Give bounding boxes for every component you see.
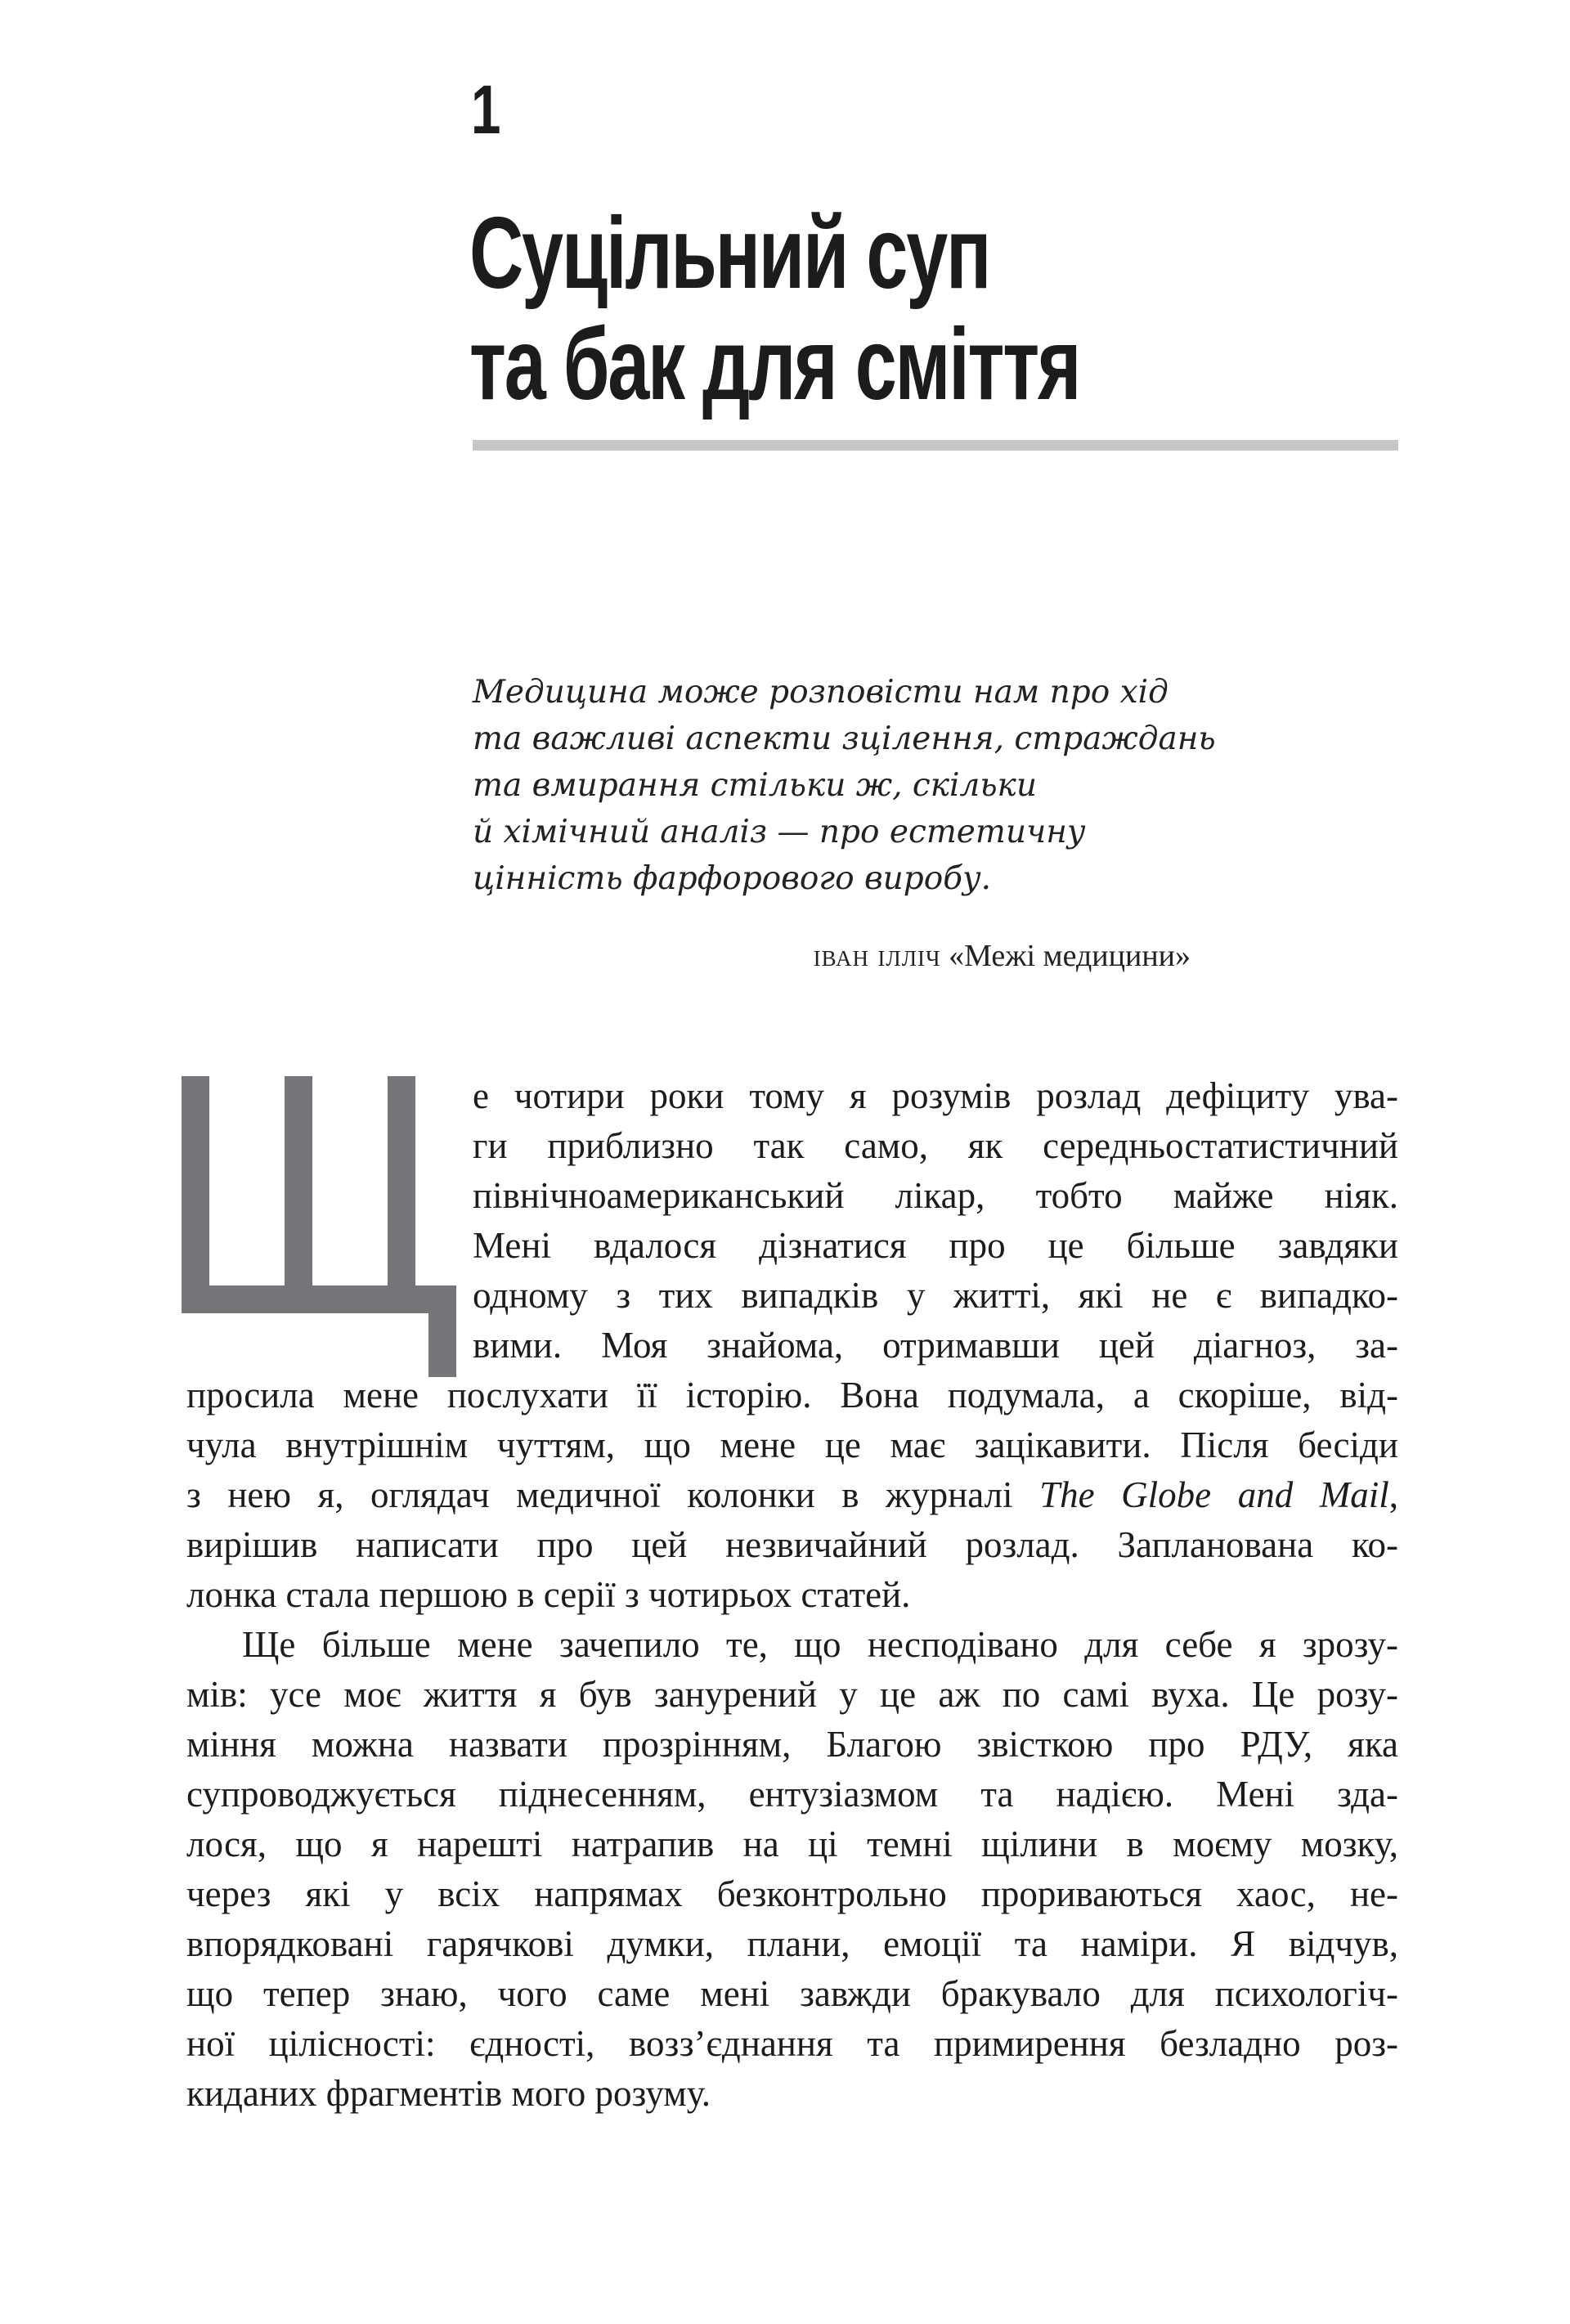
magazine-name: The Globe and Mail xyxy=(1039,1474,1389,1515)
body-line: через які у всіх напрямах безконтрольно прориваються хаос, не- xyxy=(186,1873,1398,1914)
body-line: впорядковані гарячкові думки, плани, емоції та наміри. Я відчув, xyxy=(186,1923,1398,1964)
body-line: Мені вдалося дізнатися про це більше завдяки xyxy=(473,1225,1398,1266)
body-line: вими. Моя знайома, отримавши цей діагноз, за- xyxy=(473,1325,1398,1366)
epigraph-line: та важливі аспекти зцілення, страждань xyxy=(473,720,1216,757)
body-line: е чотири роки тому я розумів розлад дефіциту ува- xyxy=(473,1075,1398,1116)
body-line: лонка стала першою в серії з чотирьох статей. xyxy=(186,1574,911,1615)
body-line: мів: усе моє життя я був занурений у це аж по самі вуха. Це розу- xyxy=(186,1674,1398,1715)
body-line: чула внутрішнім чуттям, що мене це має зацікавити. Після бесіди xyxy=(186,1424,1398,1465)
epigraph-source xyxy=(684,935,1191,976)
body-line: вирішив написати про цей незвичайний розлад. Запланована ко- xyxy=(186,1524,1398,1565)
body-text xyxy=(186,1071,1398,2119)
body-line: супроводжується піднесенням, ентузіазмом та надією. Мені зда- xyxy=(186,1774,1398,1815)
chapter-number: 1 xyxy=(471,71,500,148)
body-line-punct: , xyxy=(1388,1474,1398,1515)
epigraph-line: та вмирання стільки ж, скільки xyxy=(473,767,1037,804)
body-line: киданих фрагментів мого розуму. xyxy=(186,2073,711,2114)
title-rule xyxy=(473,440,1398,451)
body-line: ної цілісності: єдності, возз’єднання та примирення безладно роз- xyxy=(186,2023,1398,2064)
body-line: просила мене послухати її історію. Вона подумала, а скоріше, від- xyxy=(186,1375,1398,1415)
body-line: північноамериканський лікар, тобто майже ніяк. xyxy=(473,1175,1398,1216)
epigraph-line: й хімічний аналіз — про естетичну xyxy=(473,814,1086,850)
epigraph-line: Медицина може розповісти нам про хід xyxy=(473,674,1169,711)
chapter-title xyxy=(469,198,1256,420)
chapter-title-line-1: Суцільний суп xyxy=(469,197,990,310)
epigraph-work: «Межі медицини» xyxy=(949,939,1191,973)
body-line: лося, що я нарешті натрапив на ці темні щілини в моєму мозку, xyxy=(186,1824,1398,1864)
epigraph-author: іван ілліч xyxy=(813,939,941,973)
body-line-text: з нею я, оглядач медичної колонки в журналі xyxy=(186,1474,1040,1515)
body-line xyxy=(186,1470,1398,1520)
body-line: одному з тих випадків у житті, які не є випадко- xyxy=(473,1275,1398,1316)
body-line: міння можна назвати прозрінням, Благою звісткою про РДУ, яка xyxy=(186,1724,1398,1765)
chapter-title-line-2: та бак для сміття xyxy=(469,308,1080,421)
epigraph-line: цінність фарфорового виробу. xyxy=(473,860,992,897)
body-line: що тепер знаю, чого саме мені завжди бракувало для психологіч- xyxy=(186,1973,1398,2014)
body-line: ги приблизно так само, як середньостатистичний xyxy=(473,1125,1398,1166)
body-line: Ще більше мене зачепило те, що несподівано для себе я зрозу- xyxy=(242,1624,1398,1665)
epigraph xyxy=(473,669,1290,902)
